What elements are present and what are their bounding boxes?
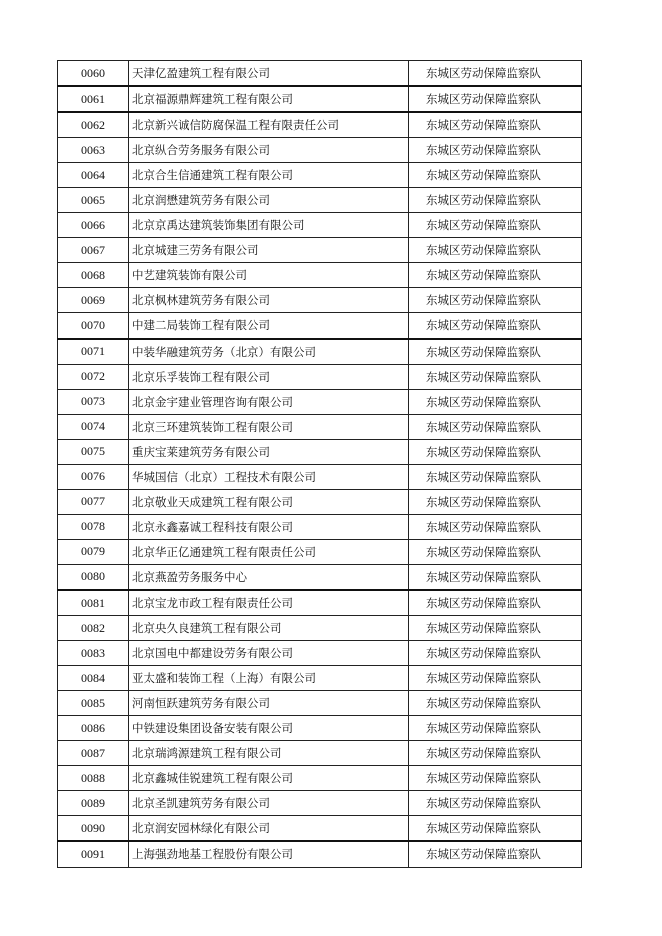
row-number: 0063 xyxy=(58,138,129,163)
table-row xyxy=(58,439,582,464)
company-name: 北京永鑫嘉诚工程科技有限公司 xyxy=(129,514,409,539)
table-row xyxy=(58,539,582,564)
company-name: 北京鑫城佳锐建筑工程有限公司 xyxy=(129,766,409,791)
supervising-unit: 东城区劳动保障监察队 xyxy=(409,741,582,766)
supervising-unit: 东城区劳动保障监察队 xyxy=(409,464,582,489)
row-number: 0089 xyxy=(58,791,129,816)
table-row xyxy=(58,816,582,842)
table-row xyxy=(58,841,582,867)
row-number: 0073 xyxy=(58,389,129,414)
company-name: 中装华融建筑劳务（北京）有限公司 xyxy=(129,339,409,365)
row-number: 0068 xyxy=(58,263,129,288)
table-row xyxy=(58,514,582,539)
supervising-unit: 东城区劳动保障监察队 xyxy=(409,590,582,616)
row-number: 0076 xyxy=(58,464,129,489)
supervising-unit: 东城区劳动保障监察队 xyxy=(409,514,582,539)
table-row xyxy=(58,716,582,741)
company-name: 北京城建三劳务有限公司 xyxy=(129,238,409,263)
row-number: 0079 xyxy=(58,539,129,564)
supervising-unit: 东城区劳动保障监察队 xyxy=(409,61,582,87)
row-number: 0062 xyxy=(58,112,129,138)
company-name: 北京燕盈劳务服务中心 xyxy=(129,564,409,590)
table-row xyxy=(58,741,582,766)
supervising-unit: 东城区劳动保障监察队 xyxy=(409,691,582,716)
supervising-unit: 东城区劳动保障监察队 xyxy=(409,841,582,867)
table-row xyxy=(58,791,582,816)
supervising-unit: 东城区劳动保障监察队 xyxy=(409,364,582,389)
company-name: 重庆宝莱建筑劳务有限公司 xyxy=(129,439,409,464)
table-row xyxy=(58,389,582,414)
company-name: 北京三环建筑装饰工程有限公司 xyxy=(129,414,409,439)
company-name: 中铁建设集团设备安装有限公司 xyxy=(129,716,409,741)
row-number: 0077 xyxy=(58,489,129,514)
row-number: 0080 xyxy=(58,564,129,590)
supervising-unit: 东城区劳动保障监察队 xyxy=(409,188,582,213)
row-number: 0070 xyxy=(58,313,129,339)
supervising-unit: 东城区劳动保障监察队 xyxy=(409,86,582,112)
company-list-table xyxy=(57,60,582,868)
supervising-unit: 东城区劳动保障监察队 xyxy=(409,716,582,741)
row-number: 0065 xyxy=(58,188,129,213)
supervising-unit: 东城区劳动保障监察队 xyxy=(409,112,582,138)
table-row xyxy=(58,238,582,263)
table-row xyxy=(58,616,582,641)
company-name: 北京圣凯建筑劳务有限公司 xyxy=(129,791,409,816)
row-number: 0091 xyxy=(58,841,129,867)
supervising-unit: 东城区劳动保障监察队 xyxy=(409,313,582,339)
supervising-unit: 东城区劳动保障监察队 xyxy=(409,539,582,564)
row-number: 0069 xyxy=(58,288,129,313)
row-number: 0085 xyxy=(58,691,129,716)
table-row xyxy=(58,163,582,188)
company-name: 北京乐孚装饰工程有限公司 xyxy=(129,364,409,389)
row-number: 0083 xyxy=(58,641,129,666)
supervising-unit: 东城区劳动保障监察队 xyxy=(409,414,582,439)
company-name: 北京央久良建筑工程有限公司 xyxy=(129,616,409,641)
row-number: 0090 xyxy=(58,816,129,842)
supervising-unit: 东城区劳动保障监察队 xyxy=(409,389,582,414)
row-number: 0088 xyxy=(58,766,129,791)
row-number: 0075 xyxy=(58,439,129,464)
supervising-unit: 东城区劳动保障监察队 xyxy=(409,339,582,365)
table-row xyxy=(58,489,582,514)
supervising-unit: 东城区劳动保障监察队 xyxy=(409,238,582,263)
table-row xyxy=(58,339,582,365)
table-row xyxy=(58,414,582,439)
table-row xyxy=(58,138,582,163)
row-number: 0078 xyxy=(58,514,129,539)
table-row xyxy=(58,590,582,616)
company-name: 北京福源鼎辉建筑工程有限公司 xyxy=(129,86,409,112)
table-row xyxy=(58,263,582,288)
company-name: 北京京禹达建筑装饰集团有限公司 xyxy=(129,213,409,238)
company-name: 亚太盛和装饰工程（上海）有限公司 xyxy=(129,666,409,691)
company-name: 华城国信（北京）工程技术有限公司 xyxy=(129,464,409,489)
company-name: 北京敬业天成建筑工程有限公司 xyxy=(129,489,409,514)
company-name: 北京金宇建业管理咨询有限公司 xyxy=(129,389,409,414)
table-body xyxy=(58,61,582,868)
company-name: 北京瑞鸿源建筑工程有限公司 xyxy=(129,741,409,766)
company-name: 北京纵合劳务服务有限公司 xyxy=(129,138,409,163)
company-name: 北京新兴诚信防腐保温工程有限责任公司 xyxy=(129,112,409,138)
row-number: 0086 xyxy=(58,716,129,741)
supervising-unit: 东城区劳动保障监察队 xyxy=(409,163,582,188)
row-number: 0074 xyxy=(58,414,129,439)
company-name: 河南恒跃建筑劳务有限公司 xyxy=(129,691,409,716)
company-name: 北京润安园林绿化有限公司 xyxy=(129,816,409,842)
row-number: 0072 xyxy=(58,364,129,389)
supervising-unit: 东城区劳动保障监察队 xyxy=(409,138,582,163)
table-row xyxy=(58,691,582,716)
supervising-unit: 东城区劳动保障监察队 xyxy=(409,263,582,288)
table-row xyxy=(58,766,582,791)
row-number: 0071 xyxy=(58,339,129,365)
supervising-unit: 东城区劳动保障监察队 xyxy=(409,766,582,791)
supervising-unit: 东城区劳动保障监察队 xyxy=(409,666,582,691)
row-number: 0082 xyxy=(58,616,129,641)
supervising-unit: 东城区劳动保障监察队 xyxy=(409,641,582,666)
row-number: 0084 xyxy=(58,666,129,691)
company-name: 中建二局装饰工程有限公司 xyxy=(129,313,409,339)
supervising-unit: 东城区劳动保障监察队 xyxy=(409,288,582,313)
supervising-unit: 东城区劳动保障监察队 xyxy=(409,213,582,238)
company-name: 天津亿盈建筑工程有限公司 xyxy=(129,61,409,87)
company-name: 北京润懋建筑劳务有限公司 xyxy=(129,188,409,213)
row-number: 0067 xyxy=(58,238,129,263)
table-row xyxy=(58,666,582,691)
company-name: 北京枫林建筑劳务有限公司 xyxy=(129,288,409,313)
table-row xyxy=(58,112,582,138)
row-number: 0064 xyxy=(58,163,129,188)
company-name: 上海强劲地基工程股份有限公司 xyxy=(129,841,409,867)
table-row xyxy=(58,641,582,666)
table-row xyxy=(58,564,582,590)
row-number: 0087 xyxy=(58,741,129,766)
supervising-unit: 东城区劳动保障监察队 xyxy=(409,489,582,514)
row-number: 0066 xyxy=(58,213,129,238)
company-name: 北京合生信通建筑工程有限公司 xyxy=(129,163,409,188)
row-number: 0060 xyxy=(58,61,129,87)
table-row xyxy=(58,364,582,389)
supervising-unit: 东城区劳动保障监察队 xyxy=(409,439,582,464)
table-row xyxy=(58,313,582,339)
row-number: 0061 xyxy=(58,86,129,112)
table-row xyxy=(58,288,582,313)
company-name: 北京国电中都建设劳务有限公司 xyxy=(129,641,409,666)
table-row xyxy=(58,188,582,213)
table-row xyxy=(58,213,582,238)
table-row xyxy=(58,86,582,112)
supervising-unit: 东城区劳动保障监察队 xyxy=(409,616,582,641)
supervising-unit: 东城区劳动保障监察队 xyxy=(409,564,582,590)
table-row xyxy=(58,61,582,87)
company-name: 北京宝龙市政工程有限责任公司 xyxy=(129,590,409,616)
company-name: 北京华正亿通建筑工程有限责任公司 xyxy=(129,539,409,564)
table-row xyxy=(58,464,582,489)
company-name: 中艺建筑装饰有限公司 xyxy=(129,263,409,288)
row-number: 0081 xyxy=(58,590,129,616)
supervising-unit: 东城区劳动保障监察队 xyxy=(409,791,582,816)
supervising-unit: 东城区劳动保障监察队 xyxy=(409,816,582,842)
